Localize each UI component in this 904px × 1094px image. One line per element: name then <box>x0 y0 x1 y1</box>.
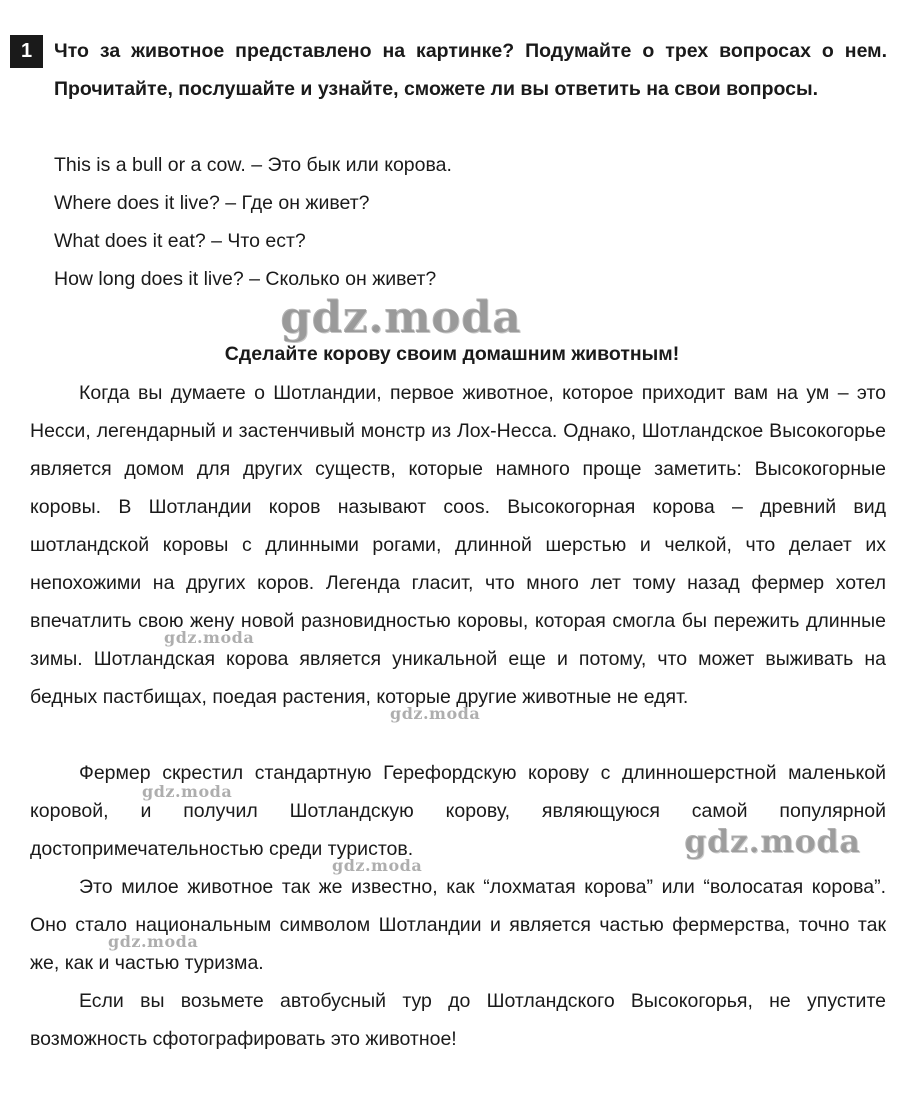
watermark: gdz.moda <box>332 856 423 875</box>
question-line: What does it eat? – Что ест? <box>54 230 306 252</box>
watermark: gdz.moda <box>684 822 861 860</box>
article-paragraph: Когда вы думаете о Шотландии, первое животное, которое приходит вам на ум – это Несси, легендарный и застенчивый монстр из Лох-Несса. Однако, Шотландское Высокогорье является домом для других существ, которые намного проще заметить: Высокогорные коровы. В Шотландии коров называют coos. Высокогорная корова – древний вид шотландской коровы с длинными рогами, длинной шерстью и челкой, что делает их непохожими на других коров. Легенда гласит, что много лет тому назад фермер хотел впечатлить свою жену новой разновидностью коровы, которая смогла бы пережить длинные зимы. Шотландская корова является уникальной еще и потому, что может выживать на бедных пастбищах, поедая растения, которые другие животные не едят. <box>30 382 886 708</box>
task-number-badge: 1 <box>10 35 43 68</box>
watermark: gdz.moda <box>390 704 481 723</box>
watermark: gdz.moda <box>280 292 522 343</box>
watermark: gdz.moda <box>142 782 233 801</box>
article-paragraph: Фермер скрестил стандартную Герефордскую корову с длинношерстной маленькой коровой, и получил Шотландскую корову, являющуюся самой популярной достопримечательностью среди туристов. <box>30 762 886 860</box>
watermark: gdz.moda <box>164 628 255 647</box>
article-paragraph: Это милое животное так же известно, как “лохматая корова” или “волосатая корова”. Оно стало национальным символом Шотландии и является частью фермерства, точно так же, как и частью туризма. <box>30 876 886 974</box>
article-title: Сделайте корову своим домашним животным! <box>224 343 680 365</box>
question-line: Where does it live? – Где он живет? <box>54 192 370 214</box>
question-line: How long does it live? – Сколько он живет? <box>54 268 437 290</box>
task-heading: Что за животное представлено на картинке? Подумайте о трех вопросах о нем. Прочитайте, послушайте и узнайте, сможете ли вы ответить на свои вопросы. <box>54 40 887 100</box>
question-line: This is a bull or a cow. – Это бык или корова. <box>54 154 452 176</box>
watermark: gdz.moda <box>108 932 199 951</box>
article-paragraph: Если вы возьмете автобусный тур до Шотландского Высокогорья, не упустите возможность сфотографировать это животное! <box>30 990 886 1050</box>
